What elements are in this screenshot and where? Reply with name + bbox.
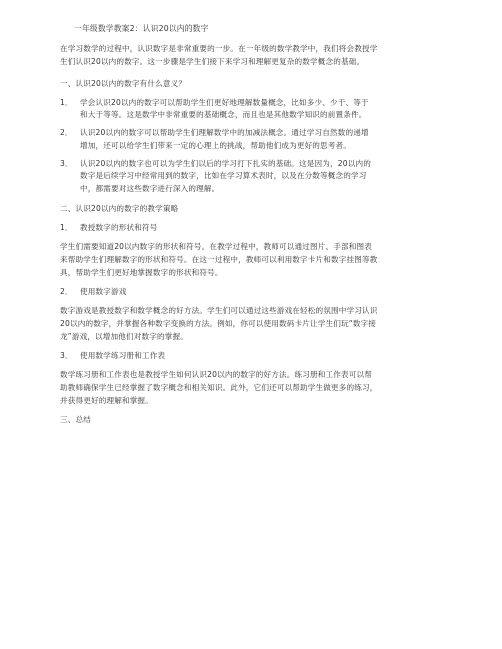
section1-item1-line-2: 和大于等等。这是数学中非常重要的基础概念，而且也是其他数学知识的前置条件。 [80,110,367,119]
section1-item2-line-2: 增加，还可以给学生们带来一定的心理上的挑战，帮助他们成为更好的思考者。 [80,141,352,150]
section1-item3-line-3: 中，都需要对这些数字进行深入的理解。 [80,184,220,193]
section1-item2-number: 2． [60,128,73,137]
section1-item3-line-2: 数字是后续学习中经常用到的数字，比如在学习算术表时，以及在分数等概念的学习 [80,171,367,180]
section2-sub3-line-2: 助教师确保学生已经掌握了数字概念和相关知识。此外，它们还可以帮助学生做更多的练习， [60,383,378,392]
section2-sub3-number: 3． [60,351,73,360]
section2-sub2-line-2: 20以内的数字，并掌握各种数字变换的方法。例如，你可以使用数码卡片让学生们玩“数字接 [60,319,377,328]
section2-heading: 二、认识20以内的数字的教学策略 [60,204,179,213]
section3-heading: 三、总结 [60,415,91,424]
section2-sub1-number: 1． [60,223,73,232]
section2-sub2-line-3: 龙”游戏，以增加他们对数字的掌握。 [60,332,188,341]
section2-sub1-line-2: 来帮助学生们理解数字的形状和符号。在这一过程中，教师可以利用数字卡片和数字挂图等教 [60,255,378,264]
document-title: 一年级数学教案2：认识20以内的数字 [74,24,209,33]
section2-sub3-line-1: 数学练习册和工作表也是教授学生如何认识20以内的数字的好方法。练习册和工作表可以帮 [60,370,372,379]
intro-line-2: 生们认识20以内的数字。这一步骤是学生们接下来学习和理解更复杂的数学概念的基础。 [60,57,365,66]
section1-item2-line-1: 认识20以内的数字可以帮助学生们理解数学中的加减法概念。通过学习自然数的递增 [80,128,369,137]
section2-sub1-title: 教授数字的形状和符号 [80,223,158,232]
section1-item3-number: 3． [60,159,73,168]
section2-sub1-line-3: 具，帮助学生们更好地掌握数字的形状和符号。 [60,268,223,277]
section1-heading: 一、认识20以内的数字有什么意义？ [60,79,187,88]
intro-line-1: 在学习数学的过程中，认识数字是非常重要的一步。在一年级的数学教学中，我们将会教授学 [60,44,378,53]
section1-item1-number: 1． [60,98,73,107]
section2-sub2-title: 使用数字游戏 [80,287,127,296]
section2-sub2-line-1: 数字游戏是教授数字和数学概念的好方法。学生们可以通过这些游戏在轻松的氛围中学习认识 [60,306,378,315]
section2-sub3-title: 使用数学练习册和工作表 [80,351,166,360]
section2-sub3-line-3: 并获得更好的理解和掌握。 [60,396,153,405]
section1-item3-line-1: 认识20以内的数字也可以为学生们以后的学习打下扎实的基础。这是因为，20以内的 [80,159,371,168]
section2-sub1-line-1: 学生们需要知道20以内数字的形状和符号。在教学过程中，教师可以通过图片、手部和图表 [60,242,372,251]
section1-item1-line-1: 学会认识20以内的数字可以帮助学生们更好地理解数量概念，比如多少、少于、等于 [80,98,369,107]
section2-sub2-number: 2． [60,287,73,296]
